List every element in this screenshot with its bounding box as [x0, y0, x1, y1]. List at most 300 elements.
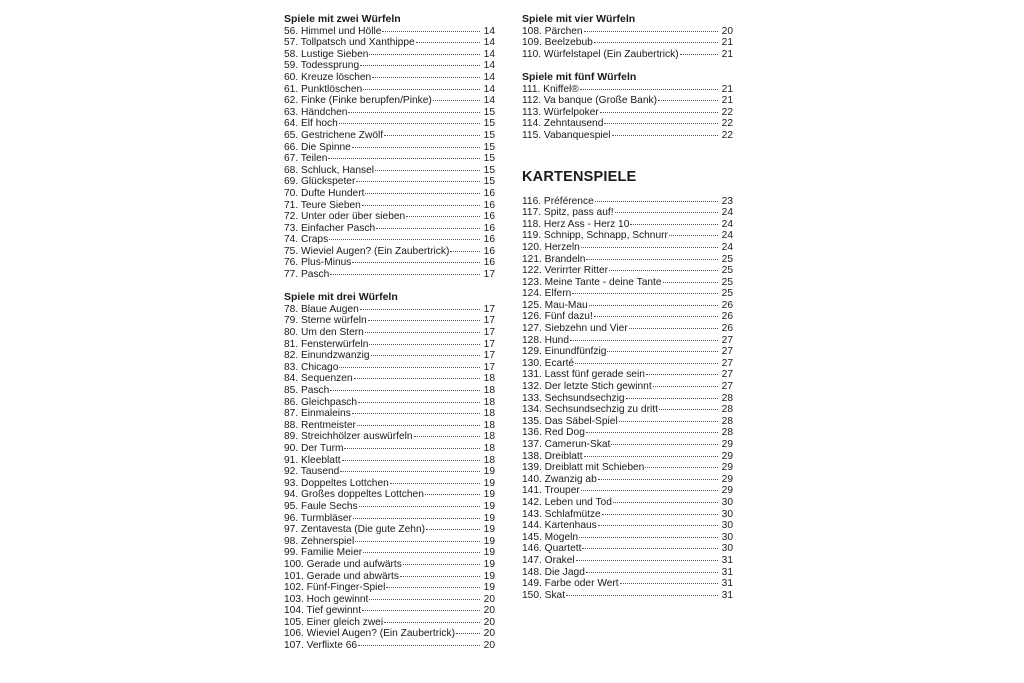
entry-title: 106. Wieviel Augen? (Ein Zaubertrick) — [284, 628, 456, 640]
entry-page: 20 — [483, 605, 495, 617]
entry-page: 16 — [483, 199, 495, 211]
entry-title: 88. Rentmeister — [284, 419, 356, 431]
entry-page: 17 — [483, 338, 495, 350]
dot-leader — [602, 514, 718, 515]
dot-leader — [363, 89, 480, 90]
entry-page: 17 — [483, 269, 495, 281]
dot-leader — [609, 270, 718, 271]
entry-title: 117. Spitz, pass auf! — [522, 207, 614, 219]
dot-leader — [619, 421, 718, 422]
dot-leader — [358, 645, 480, 646]
entry-page: 18 — [483, 419, 495, 431]
dot-leader — [352, 413, 480, 414]
entry-page: 22 — [721, 106, 733, 118]
entry-title: 132. Der letzte Stich gewinnt — [522, 381, 652, 393]
toc-entry[interactable] — [284, 188, 495, 200]
entry-page: 18 — [483, 396, 495, 408]
entry-page: 18 — [483, 385, 495, 396]
toc-entry[interactable] — [284, 431, 495, 443]
toc-entry[interactable] — [522, 358, 733, 370]
dot-leader — [384, 622, 480, 623]
dot-leader — [580, 89, 718, 90]
entry-title: 137. Camerun-Skat — [522, 439, 611, 450]
dot-leader — [584, 31, 718, 32]
entry-title: 139. Dreiblatt mit Schieben — [522, 462, 645, 474]
toc-entry[interactable] — [284, 420, 495, 432]
toc-entry[interactable] — [522, 381, 733, 393]
entry-page: 28 — [721, 392, 733, 404]
entry-title: 115. Vabanquespiel — [522, 129, 611, 141]
entry-title: 56. Himmel und Hölle — [284, 25, 382, 37]
entry-page: 16 — [483, 257, 495, 269]
toc-entry[interactable] — [284, 153, 495, 165]
entry-title: 84. Sequenzen — [284, 373, 353, 385]
entry-page: 19 — [483, 512, 495, 524]
toc-entry[interactable] — [522, 288, 733, 300]
entry-page: 15 — [483, 118, 495, 130]
entry-title: 58. Lustige Sieben — [284, 48, 369, 60]
entry-title: 61. Punktlöschen — [284, 83, 363, 95]
dot-leader — [658, 100, 718, 101]
toc-entry[interactable] — [284, 547, 495, 559]
toc-entry[interactable] — [522, 393, 733, 405]
entry-page: 18 — [483, 454, 495, 466]
dot-leader — [329, 239, 480, 240]
dot-leader — [598, 479, 718, 480]
entry-title: 71. Teure Sieben — [284, 199, 361, 211]
entry-page: 15 — [483, 176, 495, 188]
toc-entry[interactable] — [522, 118, 733, 130]
entry-title: 105. Einer gleich zwei — [284, 616, 384, 628]
entry-page: 19 — [483, 489, 495, 501]
entry-title: 116. Préférence — [522, 195, 594, 207]
entry-title: 90. Der Turm — [284, 442, 344, 454]
entry-title: 69. Glückspeter — [284, 176, 356, 188]
dot-leader — [400, 576, 480, 577]
toc-entry[interactable] — [284, 211, 495, 223]
entry-page: 19 — [483, 547, 495, 559]
dot-leader — [629, 328, 718, 329]
entry-page: 14 — [483, 25, 495, 37]
dot-leader — [390, 483, 480, 484]
toc-entry[interactable] — [284, 72, 495, 84]
entry-title: 131. Lasst fünf gerade sein — [522, 369, 645, 381]
entry-page: 17 — [483, 315, 495, 327]
dot-leader — [352, 262, 480, 263]
entry-page: 14 — [483, 60, 495, 72]
toc-entry[interactable] — [284, 49, 495, 61]
dot-leader — [669, 235, 718, 236]
entry-title: 66. Die Spinne — [284, 141, 351, 153]
toc-entry[interactable] — [284, 628, 495, 640]
entry-page: 25 — [721, 253, 733, 265]
dot-leader — [340, 471, 480, 472]
dot-leader — [369, 54, 480, 55]
entry-title: 82. Einundzwanzig — [284, 350, 370, 362]
entry-page: 14 — [483, 71, 495, 83]
toc-entry[interactable] — [284, 571, 495, 583]
entry-page: 19 — [483, 466, 495, 478]
toc-entry[interactable] — [284, 385, 495, 397]
entry-page: 25 — [721, 276, 733, 288]
entry-page: 20 — [483, 640, 495, 652]
toc-entry[interactable] — [284, 466, 495, 478]
entry-title: 95. Faule Sechs — [284, 500, 358, 512]
toc-entry[interactable] — [284, 408, 495, 420]
dot-leader — [575, 363, 718, 364]
toc-entry[interactable] — [522, 346, 733, 358]
dot-leader — [382, 31, 480, 32]
entry-title: 134. Sechsundsechzig zu dritt — [522, 404, 658, 416]
toc-entry[interactable] — [522, 219, 733, 231]
entry-page: 26 — [721, 323, 733, 335]
toc-entry[interactable] — [522, 49, 733, 61]
toc-entry[interactable] — [522, 107, 733, 119]
entry-page: 28 — [721, 427, 733, 439]
toc-entry[interactable] — [522, 567, 733, 579]
toc-entry[interactable] — [284, 397, 495, 409]
entry-page: 22 — [721, 129, 733, 141]
entry-title: 74. Craps — [284, 234, 329, 246]
entry-title: 148. Die Jagd — [522, 566, 585, 578]
toc-entry[interactable] — [522, 130, 733, 142]
toc-entry[interactable] — [284, 455, 495, 467]
toc-entry[interactable] — [522, 311, 733, 323]
dot-leader — [330, 390, 480, 391]
dot-leader — [589, 305, 718, 306]
entry-page: 16 — [483, 187, 495, 199]
dot-leader — [330, 274, 480, 275]
dot-leader — [581, 490, 718, 491]
dot-leader — [354, 378, 480, 379]
entry-page: 14 — [483, 95, 495, 107]
entry-title: 145. Mogeln — [522, 531, 579, 543]
toc-entry[interactable] — [522, 462, 733, 474]
entry-title: 112. Va banque (Große Bank) — [522, 95, 657, 107]
entry-title: 135. Das Säbel-Spiel — [522, 415, 618, 427]
entry-title: 87. Einmaleins — [284, 408, 351, 420]
dot-leader — [371, 355, 480, 356]
dot-leader — [594, 42, 718, 43]
dot-leader — [645, 467, 718, 468]
entry-page: 31 — [721, 554, 733, 566]
toc-entry[interactable] — [522, 254, 733, 266]
dot-leader — [339, 367, 480, 368]
entry-page: 19 — [483, 535, 495, 547]
entry-page: 24 — [721, 218, 733, 230]
entry-page: 27 — [721, 334, 733, 346]
dot-leader — [363, 552, 480, 553]
entry-title: 93. Doppeltes Lottchen — [284, 477, 389, 489]
dot-leader — [615, 212, 718, 213]
entry-page: 28 — [721, 415, 733, 427]
toc-entry[interactable] — [522, 485, 733, 497]
entry-page: 30 — [721, 508, 733, 520]
entry-title: 122. Verirrter Ritter — [522, 265, 609, 277]
entry-title: 149. Farbe oder Wert — [522, 578, 619, 590]
toc-entry[interactable] — [522, 277, 733, 289]
entry-title: 92. Tausend — [284, 466, 340, 478]
dot-leader — [365, 193, 480, 194]
entry-title: 72. Unter oder über sieben — [284, 211, 406, 223]
toc-entry[interactable] — [284, 617, 495, 629]
toc-entry[interactable] — [522, 416, 733, 428]
entry-page: 27 — [721, 369, 733, 381]
entry-title: 138. Dreiblatt — [522, 450, 583, 462]
toc-entry[interactable] — [284, 304, 495, 316]
entry-page: 21 — [721, 37, 733, 49]
entry-title: 127. Siebzehn und Vier — [522, 323, 628, 335]
entry-page: 29 — [721, 439, 733, 450]
entry-title: 146. Quartett — [522, 543, 582, 555]
toc-entry[interactable] — [522, 543, 733, 555]
dot-leader — [630, 224, 718, 225]
chapter-heading: KARTENSPIELE — [522, 168, 637, 185]
toc-entry[interactable] — [522, 451, 733, 463]
dot-leader — [659, 409, 718, 410]
toc-entry[interactable] — [522, 520, 733, 532]
dot-leader — [620, 583, 718, 584]
dot-leader — [570, 340, 718, 341]
entry-page: 14 — [483, 37, 495, 49]
dot-leader — [348, 112, 480, 113]
toc-entry[interactable] — [522, 578, 733, 590]
toc-entry[interactable] — [284, 443, 495, 455]
dot-leader — [584, 456, 718, 457]
entry-title: 147. Orakel — [522, 554, 575, 566]
toc-entry[interactable] — [522, 439, 733, 451]
entry-title: 59. Todessprung — [284, 60, 360, 72]
entry-page: 27 — [721, 381, 733, 393]
entry-page: 18 — [483, 408, 495, 420]
entry-title: 73. Einfacher Pasch — [284, 222, 376, 234]
toc-entry[interactable] — [522, 404, 733, 416]
dot-leader — [576, 560, 718, 561]
entry-page: 31 — [721, 578, 733, 590]
dot-leader — [600, 112, 718, 113]
toc-entry[interactable] — [284, 26, 495, 38]
entry-title: 62. Finke (Finke berupfen/Pinke) — [284, 95, 432, 107]
toc-entry[interactable] — [284, 594, 495, 606]
toc-entry[interactable] — [284, 605, 495, 617]
entry-page: 17 — [483, 350, 495, 362]
toc-entry[interactable] — [284, 524, 495, 536]
entry-page: 17 — [483, 327, 495, 339]
toc-entry[interactable] — [284, 501, 495, 513]
entry-title: 102. Fünf-Finger-Spiel — [284, 582, 386, 594]
entry-title: 144. Kartenhaus — [522, 520, 597, 532]
toc-entry[interactable] — [284, 489, 495, 501]
toc-entry[interactable] — [284, 373, 495, 385]
entry-page: 30 — [721, 520, 733, 532]
toc-entry[interactable] — [522, 532, 733, 544]
toc-entry[interactable] — [284, 234, 495, 246]
dot-leader — [586, 259, 718, 260]
entry-page: 20 — [483, 628, 495, 640]
entry-page: 27 — [721, 357, 733, 369]
dot-leader — [362, 205, 480, 206]
dot-leader — [352, 147, 480, 148]
entry-title: 100. Gerade und aufwärts — [284, 558, 402, 570]
dot-leader — [353, 518, 480, 519]
toc-entry[interactable] — [522, 335, 733, 347]
toc-entry[interactable] — [522, 427, 733, 439]
toc-entry[interactable] — [284, 246, 495, 258]
toc-entry[interactable] — [284, 582, 495, 594]
dot-leader — [653, 386, 718, 387]
entry-title: 128. Hund — [522, 334, 570, 346]
toc-entry[interactable] — [284, 362, 495, 374]
toc-entry[interactable] — [284, 223, 495, 235]
toc-entry[interactable] — [522, 509, 733, 521]
toc-entry[interactable] — [284, 339, 495, 351]
toc-entry[interactable] — [284, 118, 495, 130]
toc-entry[interactable] — [284, 559, 495, 571]
entry-page: 24 — [721, 241, 733, 253]
toc-entry[interactable] — [284, 37, 495, 49]
entry-title: 80. Um den Stern — [284, 327, 364, 339]
toc-entry[interactable] — [284, 257, 495, 269]
toc-entry[interactable] — [522, 369, 733, 381]
dot-leader — [612, 135, 718, 136]
dot-leader — [456, 633, 480, 634]
entry-page: 15 — [483, 141, 495, 153]
entry-title: 63. Händchen — [284, 106, 348, 118]
entry-page: 17 — [483, 303, 495, 315]
toc-entry[interactable] — [284, 130, 495, 142]
entry-page: 31 — [721, 566, 733, 578]
dot-leader — [613, 502, 718, 503]
toc-entry[interactable] — [522, 84, 733, 96]
entry-page: 18 — [483, 431, 495, 443]
toc-entry[interactable] — [284, 327, 495, 339]
dot-leader — [339, 123, 480, 124]
dot-leader — [426, 529, 480, 530]
toc-entry[interactable] — [522, 265, 733, 277]
toc-entry[interactable] — [284, 269, 495, 281]
toc-entry[interactable] — [522, 242, 733, 254]
toc-left-column — [284, 14, 495, 652]
entry-title: 70. Dufte Hundert — [284, 187, 365, 199]
toc-entry[interactable] — [284, 165, 495, 177]
toc-entry[interactable] — [284, 107, 495, 119]
entry-title: 129. Einundfünfzig — [522, 346, 607, 358]
entry-page: 25 — [721, 288, 733, 300]
dot-leader — [358, 402, 480, 403]
entry-title: 111. Kniffel® — [522, 83, 579, 95]
entry-page: 29 — [721, 450, 733, 462]
dot-leader — [369, 599, 480, 600]
entry-title: 126. Fünf dazu! — [522, 311, 593, 323]
toc-entry[interactable] — [284, 315, 495, 327]
entry-page: 18 — [483, 442, 495, 454]
dot-leader — [344, 448, 480, 449]
dot-leader — [604, 123, 718, 124]
entry-title: 79. Sterne würfeln — [284, 315, 367, 327]
dot-leader — [450, 251, 480, 252]
toc-entry[interactable] — [522, 474, 733, 486]
toc-entry[interactable] — [522, 95, 733, 107]
entry-title: 101. Gerade und abwärts — [284, 570, 399, 582]
dot-leader — [376, 228, 480, 229]
dot-leader — [425, 494, 480, 495]
entry-page: 31 — [721, 589, 733, 601]
dot-leader — [663, 282, 718, 283]
dot-leader — [342, 460, 480, 461]
entry-page: 16 — [483, 234, 495, 246]
toc-entry[interactable] — [284, 60, 495, 72]
toc-entry[interactable] — [284, 536, 495, 548]
toc-entry[interactable] — [284, 350, 495, 362]
entry-title: 67. Teilen — [284, 153, 328, 165]
toc-entry[interactable] — [522, 230, 733, 242]
entry-title: 77. Pasch — [284, 269, 330, 281]
dot-leader — [368, 320, 480, 321]
toc-right-column — [522, 14, 733, 601]
entry-title: 68. Schluck, Hansel — [284, 164, 375, 176]
entry-page: 17 — [483, 361, 495, 373]
entry-page: 14 — [483, 48, 495, 60]
entry-page: 15 — [483, 106, 495, 118]
entry-title: 86. Gleichpasch — [284, 396, 358, 408]
dot-leader — [328, 158, 480, 159]
dot-leader — [646, 374, 718, 375]
dot-leader — [365, 332, 480, 333]
entry-title: 99. Familie Meier — [284, 547, 363, 559]
toc-entry[interactable] — [284, 640, 495, 652]
toc-entry[interactable] — [284, 176, 495, 188]
toc-entry[interactable] — [522, 196, 733, 208]
dot-leader — [595, 201, 718, 202]
entry-page: 15 — [483, 164, 495, 176]
dot-leader — [586, 572, 718, 573]
toc-entry[interactable] — [522, 207, 733, 219]
dot-leader — [384, 135, 480, 136]
toc-entry[interactable] — [522, 555, 733, 567]
entry-title: 94. Großes doppeltes Lottchen — [284, 489, 424, 501]
entry-title: 108. Pärchen — [522, 25, 583, 37]
toc-entry[interactable] — [522, 37, 733, 49]
dot-leader — [586, 432, 718, 433]
entry-page: 26 — [721, 311, 733, 323]
entry-page: 19 — [483, 558, 495, 570]
entry-title: 124. Elfern — [522, 288, 572, 300]
toc-entry[interactable] — [284, 200, 495, 212]
entry-page: 25 — [721, 265, 733, 277]
dot-leader — [369, 344, 480, 345]
entry-title: 113. Würfelpoker — [522, 106, 599, 118]
toc-entry[interactable] — [284, 513, 495, 525]
toc-entry[interactable] — [284, 84, 495, 96]
entry-page: 29 — [721, 462, 733, 474]
entry-page: 19 — [483, 477, 495, 489]
entry-page: 18 — [483, 373, 495, 385]
toc-entry[interactable] — [522, 26, 733, 38]
dot-leader — [433, 100, 480, 101]
toc-entry[interactable] — [522, 590, 733, 602]
toc-entry[interactable] — [522, 497, 733, 509]
toc-entry[interactable] — [284, 95, 495, 107]
entry-title: 109. Beelzebub — [522, 37, 593, 49]
toc-entry[interactable] — [522, 323, 733, 335]
entry-page: 21 — [721, 83, 733, 95]
entry-page: 19 — [483, 524, 495, 536]
toc-entry[interactable] — [284, 478, 495, 490]
section-heading: Spiele mit zwei Würfeln — [284, 13, 401, 25]
dot-leader — [416, 42, 480, 43]
toc-entry[interactable] — [284, 142, 495, 154]
toc-entry[interactable] — [522, 300, 733, 312]
